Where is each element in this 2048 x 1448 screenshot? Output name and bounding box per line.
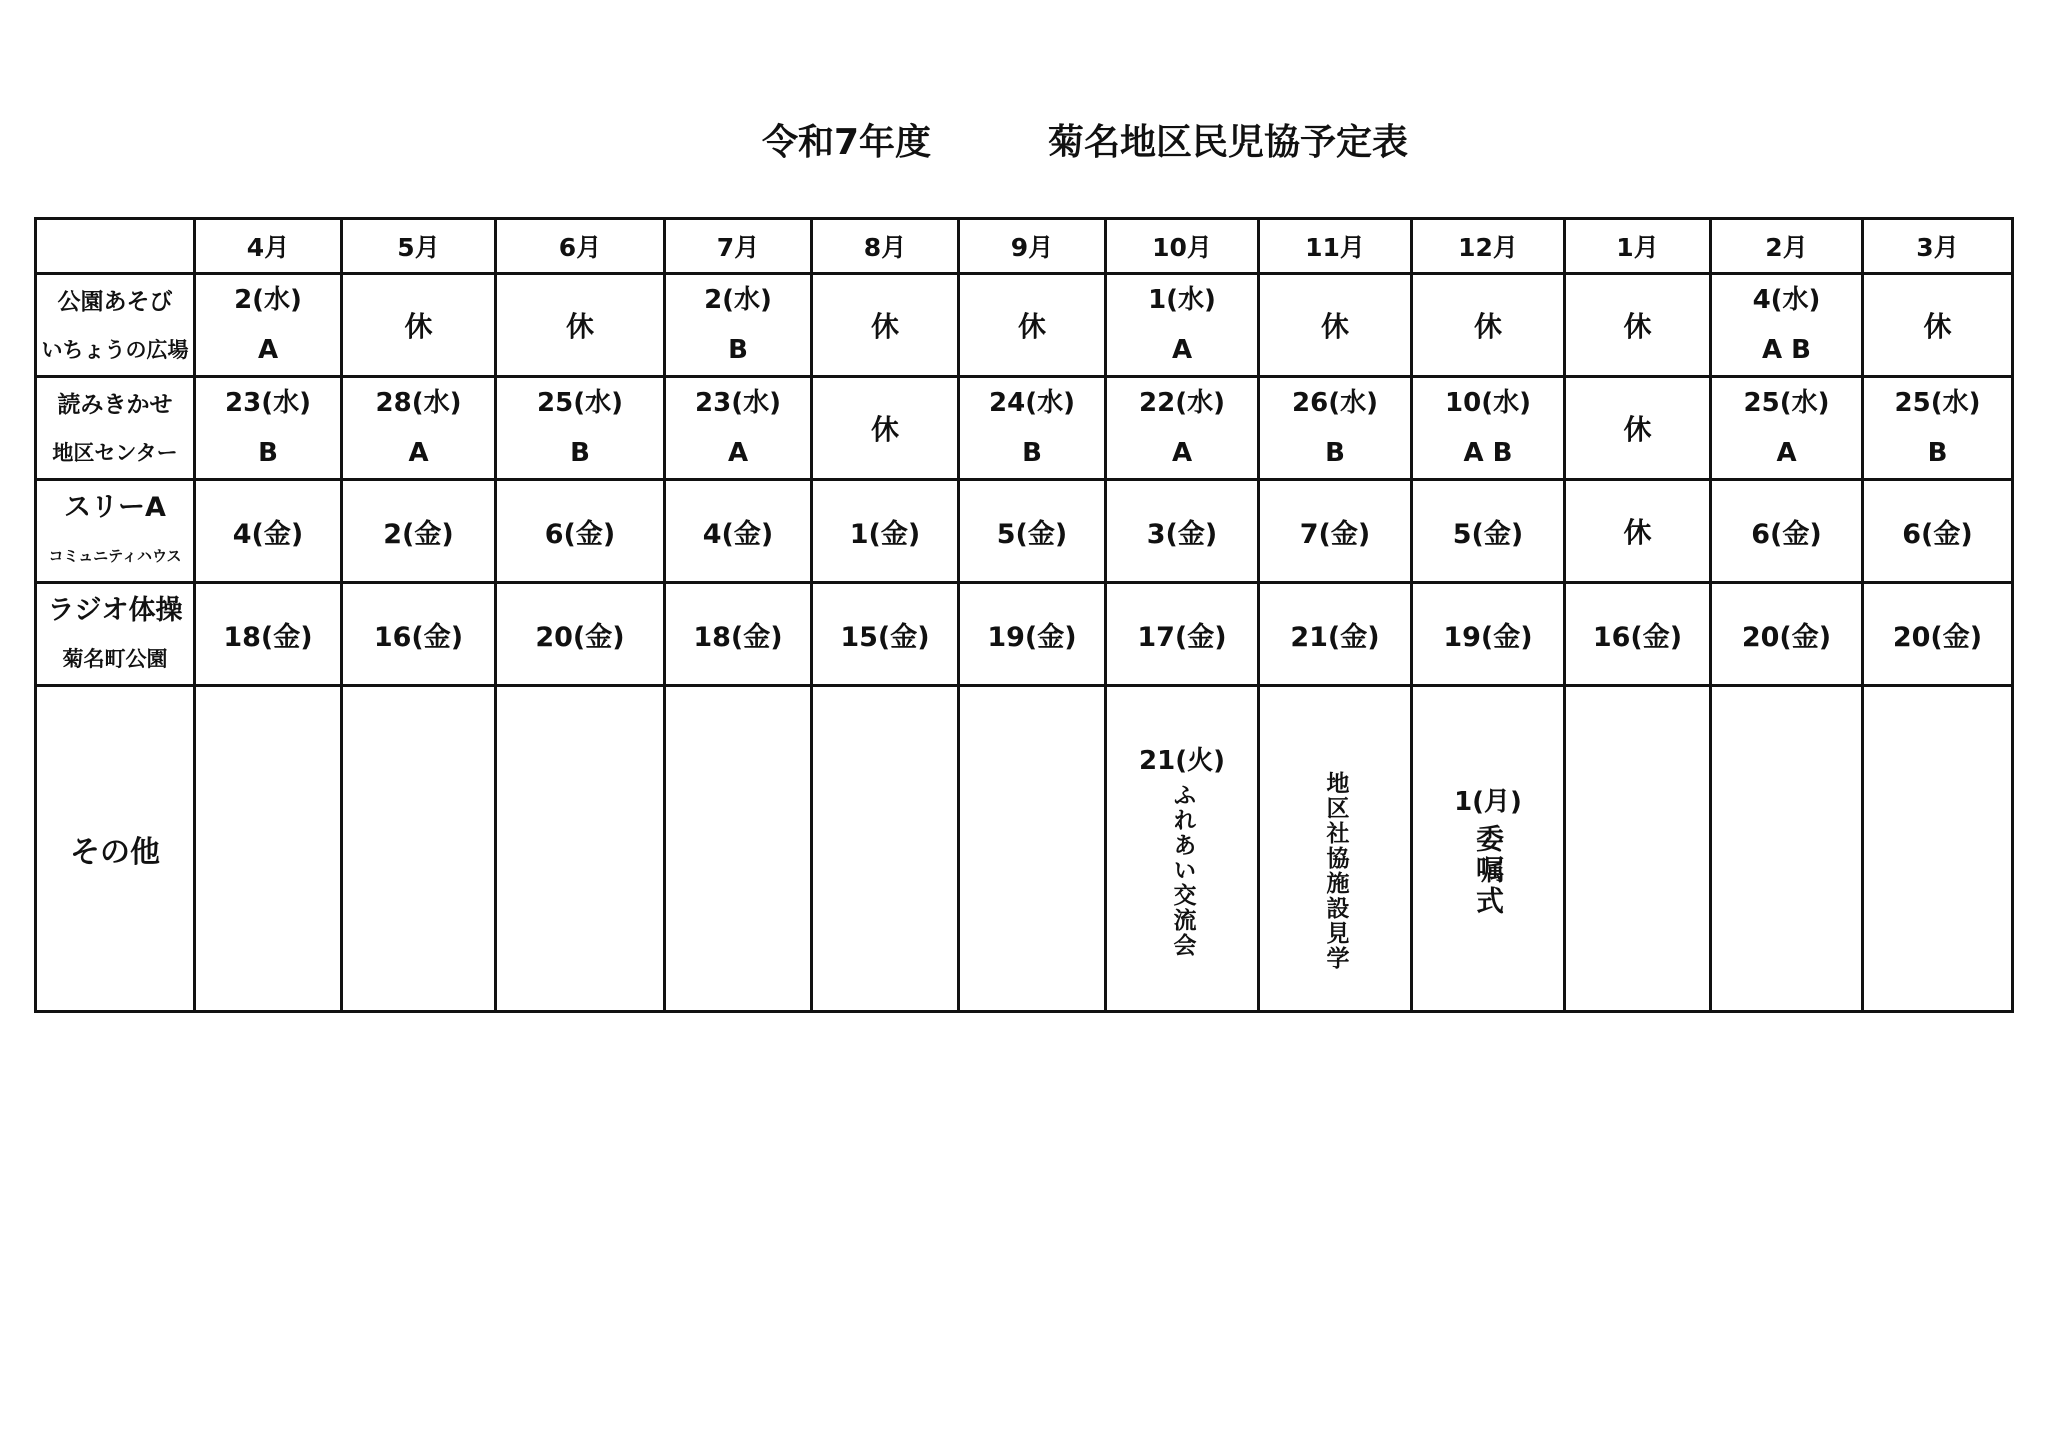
schedule-cell: 19(金) [1412, 583, 1565, 686]
schedule-cell: 3(金) [1106, 480, 1259, 583]
month-header: 5月 [342, 219, 496, 274]
schedule-cell: 16(金) [1565, 583, 1711, 686]
month-header-row [36, 219, 2013, 274]
schedule-cell: 24(水) B [959, 377, 1106, 480]
schedule-cell: 20(金) [1863, 583, 2013, 686]
schedule-cell: 休 [1565, 480, 1711, 583]
month-header: 2月 [1711, 219, 1863, 274]
row-label-park [36, 274, 195, 377]
event-date: 1(月) [1454, 787, 1522, 817]
table-row [36, 480, 2013, 583]
month-header: 9月 [959, 219, 1106, 274]
schedule-table [34, 217, 2014, 1013]
schedule-cell: 20(金) [1711, 583, 1863, 686]
schedule-cell: 休 [959, 274, 1106, 377]
schedule-cell: 25(水) A [1711, 377, 1863, 480]
schedule-cell: 16(金) [342, 583, 496, 686]
schedule-cell: 23(水) A [665, 377, 812, 480]
row-label: ラジオ体操 [47, 595, 183, 626]
schedule-cell: 1(金) [812, 480, 959, 583]
event-text: ふれあい交流会 [1169, 783, 1196, 958]
row-place: コミュニティハウス [48, 547, 182, 565]
table-row [36, 583, 2013, 686]
schedule-cell: 28(水) A [342, 377, 496, 480]
schedule-cell: 15(金) [812, 583, 959, 686]
schedule-cell: 休 [1863, 274, 2013, 377]
schedule-cell [959, 686, 1106, 1012]
month-header: 6月 [496, 219, 665, 274]
row-place: 菊名町公園 [62, 647, 168, 671]
schedule-cell: 7(金) [1259, 480, 1412, 583]
corner-cell [36, 219, 195, 274]
schedule-cell: 17(金) [1106, 583, 1259, 686]
schedule-cell [496, 686, 665, 1012]
row-place: いちょうの広場 [41, 338, 189, 362]
schedule-cell [665, 686, 812, 1012]
month-header: 11月 [1259, 219, 1412, 274]
schedule-cell-oct-event [1106, 686, 1259, 1012]
row-label-three-a [36, 480, 195, 583]
schedule-cell: 19(金) [959, 583, 1106, 686]
schedule-cell: 休 [1412, 274, 1565, 377]
schedule-cell: 6(金) [1863, 480, 2013, 583]
schedule-cell: 4(金) [195, 480, 342, 583]
schedule-cell-dec-event [1412, 686, 1565, 1012]
row-label: 公園あそび [57, 289, 173, 315]
schedule-cell: 5(金) [1412, 480, 1565, 583]
page-title [0, 118, 2048, 168]
month-header: 3月 [1863, 219, 2013, 274]
schedule-cell: 18(金) [195, 583, 342, 686]
schedule-cell [342, 686, 496, 1012]
schedule-cell: 6(金) [1711, 480, 1863, 583]
table-row [36, 377, 2013, 480]
month-header: 1月 [1565, 219, 1711, 274]
title-name: 菊名地区民児協予定表 [1048, 122, 1409, 163]
schedule-cell: 休 [1565, 274, 1711, 377]
month-header: 10月 [1106, 219, 1259, 274]
schedule-cell: 5(金) [959, 480, 1106, 583]
schedule-cell: 4(金) [665, 480, 812, 583]
schedule-cell: 25(水) B [496, 377, 665, 480]
schedule-cell: 25(水) B [1863, 377, 2013, 480]
schedule-cell: 2(水) B [665, 274, 812, 377]
event-text: 委嘱式 [1472, 824, 1505, 917]
month-header: 4月 [195, 219, 342, 274]
schedule-cell: 21(金) [1259, 583, 1412, 686]
schedule-cell: 2(金) [342, 480, 496, 583]
schedule-cell: 休 [812, 274, 959, 377]
event-text: 地区社協施設見学 [1322, 770, 1349, 971]
schedule-cell: 1(水) A [1106, 274, 1259, 377]
schedule-cell [1711, 686, 1863, 1012]
schedule-cell: 休 [812, 377, 959, 480]
schedule-cell: 休 [1259, 274, 1412, 377]
event-date: 21(火) [1139, 746, 1225, 776]
schedule-cell: 26(水) B [1259, 377, 1412, 480]
row-label: スリーA [64, 492, 166, 523]
schedule-cell [812, 686, 959, 1012]
schedule-cell: 休 [496, 274, 665, 377]
month-header: 12月 [1412, 219, 1565, 274]
schedule-cell [195, 686, 342, 1012]
schedule-cell: 6(金) [496, 480, 665, 583]
schedule-cell: 休 [1565, 377, 1711, 480]
schedule-cell: 22(水) A [1106, 377, 1259, 480]
row-place: 地区センター [52, 441, 178, 465]
table-row [36, 274, 2013, 377]
schedule-cell: 2(水) A [195, 274, 342, 377]
schedule-cell: 休 [342, 274, 496, 377]
row-label: 読みきかせ [57, 392, 173, 418]
month-header: 7月 [665, 219, 812, 274]
schedule-cell [1565, 686, 1711, 1012]
month-header: 8月 [812, 219, 959, 274]
title-year: 令和7年度 [762, 122, 932, 163]
schedule-cell-nov-event [1259, 686, 1412, 1012]
schedule-cell [1863, 686, 2013, 1012]
table-row [36, 686, 2013, 1012]
schedule-cell: 4(水) A B [1711, 274, 1863, 377]
row-label-radio [36, 583, 195, 686]
schedule-cell: 18(金) [665, 583, 812, 686]
row-label-reading [36, 377, 195, 480]
schedule-cell: 20(金) [496, 583, 665, 686]
row-label-other: その他 [36, 686, 195, 1012]
schedule-cell: 23(水) B [195, 377, 342, 480]
schedule-cell: 10(水) A B [1412, 377, 1565, 480]
